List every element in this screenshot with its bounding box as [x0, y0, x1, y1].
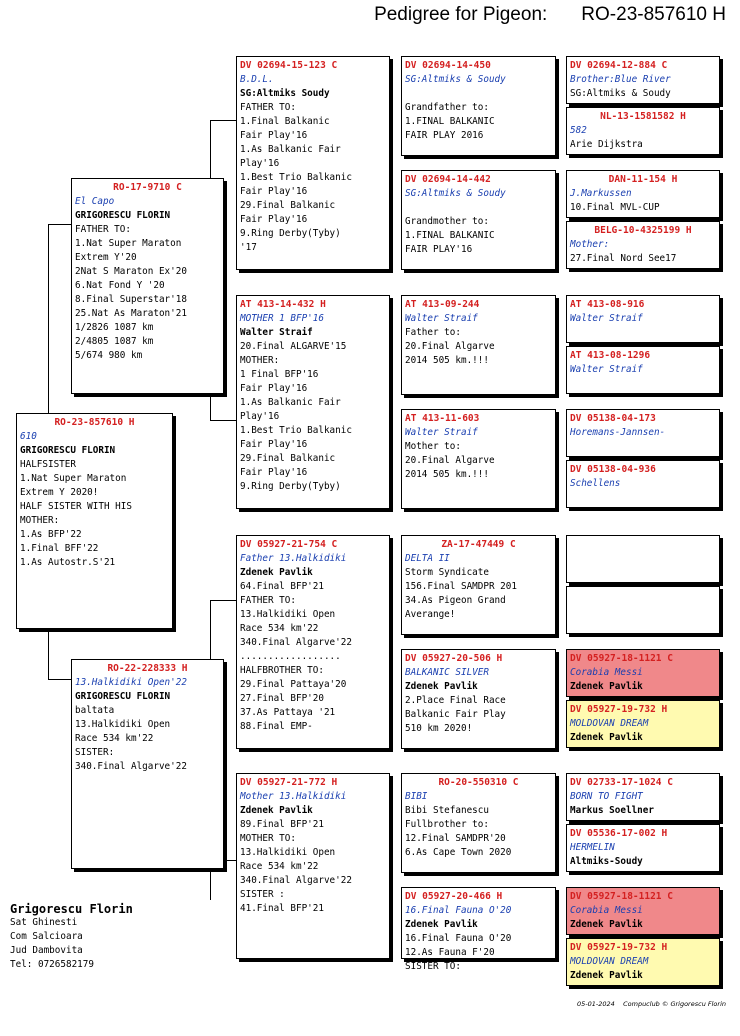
- pigeon-card-g3[interactable]: [401, 170, 556, 270]
- breeder-name: Grigorescu Florin: [10, 902, 133, 916]
- card-line: Com Salcioara: [10, 931, 83, 942]
- ring-number: DAN-11-154 H: [608, 174, 678, 185]
- card-line: FAIR PLAY'16: [405, 244, 473, 255]
- card-line: FATHER TO:: [75, 224, 131, 235]
- card-line: 29.Final Balkanic: [240, 200, 336, 211]
- pigeon-name: El Capo: [75, 196, 115, 207]
- card-line: 6.As Cape Town 2020: [405, 847, 512, 858]
- card-line: 1.As Balkanic Fair: [240, 144, 341, 155]
- ring-number: AT 413-08-1296: [570, 350, 651, 361]
- ring-number: AT 413-08-916: [570, 299, 645, 310]
- pigeon-name: MOTHER 1 BFP'16: [240, 313, 324, 324]
- owner: Zdenek Pavlik: [570, 681, 643, 692]
- ring-number: DV 02694-14-450: [405, 60, 491, 71]
- card-line: Race 534 km'22: [240, 861, 319, 872]
- pigeon-card-g4[interactable]: [566, 586, 720, 634]
- card-line: FATHER TO:: [240, 102, 296, 113]
- owner: SG:Altmiks Soudy: [240, 88, 330, 99]
- card-line: Extrem Y'20: [75, 252, 137, 263]
- pigeon-name: Mother 13.Halkidiki: [240, 791, 347, 802]
- footer-date: 05-01-2024: [577, 1000, 615, 1008]
- ring-number: AT 413-11-603: [405, 413, 480, 424]
- owner: GRIGORESCU FLORIN: [75, 691, 171, 702]
- card-line: Fair Play'16: [240, 439, 308, 450]
- card-line: 340.Final Algarve'22: [240, 875, 352, 886]
- card-lines: [240, 101, 386, 255]
- card-line: Arie Dijkstra: [570, 139, 643, 150]
- ring-number: DV 05138-04-173: [570, 413, 656, 424]
- card-line: 1.Best Trio Balkanic: [240, 425, 352, 436]
- connector: [48, 224, 49, 414]
- pigeon-name: Horemans-Jannsen-: [570, 427, 666, 438]
- footer-credit: Compuclub © Grigorescu Florin: [623, 1000, 726, 1008]
- card-lines: [240, 340, 386, 494]
- pigeon-name: BORN TO FIGHT: [570, 791, 643, 802]
- card-line: Play'16: [240, 411, 280, 422]
- card-line: 1.FINAL BALKANIC: [405, 116, 495, 127]
- card-line: Race 534 km'22: [240, 623, 319, 634]
- pigeon-name: 610: [20, 431, 37, 442]
- card-line: 13.Halkidiki Open: [75, 719, 171, 730]
- ring-number: AT 413-09-244: [405, 299, 480, 310]
- card-line: 156.Final SAMDPR 201: [405, 581, 517, 592]
- card-line: 340.Final Algarve'22: [75, 761, 187, 772]
- ring-number: DV 02733-17-1024 C: [570, 777, 673, 788]
- card-line: Fair Play'16: [240, 130, 308, 141]
- card-line: 12.As Fauna F'20: [405, 947, 495, 958]
- card-line: 1.As Autostr.S'21: [20, 557, 116, 568]
- pigeon-card-g3[interactable]: [401, 649, 556, 749]
- card-line: 9.Ring Derby(Tyby): [240, 228, 341, 239]
- card-line: HALFBROTHER TO:: [240, 665, 324, 676]
- pigeon-name: Walter Straif: [570, 364, 643, 375]
- pigeon-name: MOLDOVAN DREAM: [570, 956, 649, 967]
- card-line: 2014 505 km.!!!: [405, 469, 489, 480]
- ring-number: DV 05927-21-772 H: [240, 777, 338, 788]
- pigeon-name: DELTA II: [405, 553, 450, 564]
- breeder-info: [10, 902, 133, 972]
- owner: Zdenek Pavlik: [405, 681, 478, 692]
- pigeon-name: Father 13.Halkidiki: [240, 553, 347, 564]
- pigeon-card-g4[interactable]: [566, 773, 720, 821]
- card-line: Fair Play'16: [240, 467, 308, 478]
- title-label: Pedigree for Pigeon:: [374, 4, 548, 25]
- card-line: 1.As BFP'22: [20, 529, 82, 540]
- card-line: FAIR PLAY 2016: [405, 130, 484, 141]
- ring-number: RO-20-550310 C: [438, 777, 519, 788]
- card-line: Balkanic Fair Play: [405, 709, 506, 720]
- pigeon-card-g4[interactable]: [566, 409, 720, 457]
- card-line: 1.Nat Super Maraton: [20, 473, 127, 484]
- card-line: 13.Halkidiki Open: [240, 609, 336, 620]
- card-line: Averange!: [405, 609, 456, 620]
- pigeon-card-g4[interactable]: [566, 700, 720, 748]
- card-line: HALF SISTER WITH HIS: [20, 501, 132, 512]
- owner: GRIGORESCU FLORIN: [75, 210, 171, 221]
- card-line: ..................: [240, 651, 341, 662]
- card-line: 27.Final BFP'20: [240, 693, 324, 704]
- pigeon-name: Mother:: [570, 239, 610, 250]
- card-line: 2/4805 1087 km: [75, 336, 154, 347]
- owner: Zdenek Pavlik: [570, 970, 643, 981]
- card-line: 8.Final Superstar'18: [75, 294, 187, 305]
- card-line: 1 Final BFP'16: [240, 369, 319, 380]
- card-lines: [75, 704, 220, 774]
- card-line: 13.Halkidiki Open: [240, 847, 336, 858]
- card-line: Jud Dambovita: [10, 945, 83, 956]
- pigeon-card-g4[interactable]: [566, 56, 720, 104]
- card-line: 29.Final Pattaya'20: [240, 679, 347, 690]
- pigeon-name: BALKANIC SILVER: [405, 667, 489, 678]
- pigeon-card-g4[interactable]: [566, 295, 720, 343]
- card-line: 34.As Pigeon Grand: [405, 595, 506, 606]
- pigeon-card-mm[interactable]: [236, 773, 390, 959]
- ring-number: DV 02694-15-123 C: [240, 60, 338, 71]
- ring-number: DV 05927-20-506 H: [405, 653, 503, 664]
- card-line: 27.Final Nord See17: [570, 253, 677, 264]
- ring-number: DV 05927-18-1121 C: [570, 653, 673, 664]
- owner: Zdenek Pavlik: [405, 919, 478, 930]
- pigeon-card-g4[interactable]: [566, 887, 720, 935]
- pigeon-name: Corabia Messi: [570, 667, 643, 678]
- card-line: Fullbrother to:: [405, 819, 489, 830]
- card-line: MOTHER TO:: [240, 833, 296, 844]
- owner: Walter Straif: [240, 327, 313, 338]
- card-line: 88.Final EMP-: [240, 721, 313, 732]
- connector: [210, 120, 236, 121]
- card-line: 9.Ring Derby(Tyby): [240, 481, 341, 492]
- card-line: 10.Final MVL-CUP: [570, 202, 660, 213]
- card-line: 1.Best Trio Balkanic: [240, 172, 352, 183]
- card-line: SG:Altmiks & Soudy: [570, 88, 671, 99]
- card-lines: [240, 580, 386, 734]
- card-line: 6.Nat Fond Y '20: [75, 280, 165, 291]
- pigeon-card-g4[interactable]: [566, 535, 720, 583]
- card-line: Fair Play'16: [240, 186, 308, 197]
- ring-number: RO-22-228333 H: [107, 663, 188, 674]
- owner: Zdenek Pavlik: [570, 919, 643, 930]
- card-line: FATHER TO:: [240, 595, 296, 606]
- pigeon-name: B.D.L.: [240, 74, 274, 85]
- card-line: Race 534 km'22: [75, 733, 154, 744]
- ring-number: DV 02694-12-884 C: [570, 60, 668, 71]
- pigeon-card-g3[interactable]: [401, 773, 556, 873]
- card-line: 1.Final Balkanic: [240, 116, 330, 127]
- pigeon-name: 13.Halkidiki Open'22: [75, 677, 187, 688]
- pigeon-name: J.Markussen: [570, 188, 632, 199]
- ring-number: DV 05138-04-936: [570, 464, 656, 475]
- card-line: Grandfather to:: [405, 102, 489, 113]
- ring-number: DV 05927-19-732 H: [570, 704, 668, 715]
- pigeon-card-g3[interactable]: [401, 56, 556, 156]
- pigeon-card-father[interactable]: [71, 178, 224, 394]
- card-line: 41.Final BFP'21: [240, 903, 324, 914]
- card-line: Sat Ghinesti: [10, 917, 78, 928]
- card-line: 20.Final Algarve: [405, 455, 495, 466]
- card-line: SISTER :: [240, 889, 285, 900]
- pigeon-card-g3[interactable]: [401, 409, 556, 509]
- card-line: 5/674 980 km: [75, 350, 143, 361]
- pigeon-name: Schellens: [570, 478, 621, 489]
- connector: [48, 679, 71, 680]
- pigeon-card-g4[interactable]: [566, 824, 720, 872]
- card-line: 12.Final SAMDPR'20: [405, 833, 506, 844]
- card-line: 64.Final BFP'21: [240, 581, 324, 592]
- connector: [48, 628, 49, 680]
- ring-number: DV 05536-17-002 H: [570, 828, 668, 839]
- pigeon-card-g4[interactable]: [566, 107, 720, 155]
- card-line: 20.Final Algarve: [405, 341, 495, 352]
- pigeon-name: HERMELIN: [570, 842, 615, 853]
- card-line: [405, 87, 552, 101]
- pigeon-name: Walter Straif: [405, 427, 478, 438]
- ring-number: NL-13-1581582 H: [600, 111, 686, 122]
- card-line: Storm Syndicate: [405, 567, 489, 578]
- pigeon-name: MOLDOVAN DREAM: [570, 718, 649, 729]
- card-line: 1/2826 1087 km: [75, 322, 154, 333]
- pigeon-card-mother[interactable]: [71, 659, 224, 869]
- card-line: [405, 201, 552, 215]
- ring-number: BELG-10-4325199 H: [594, 225, 692, 236]
- card-line: Mother to:: [405, 441, 461, 452]
- card-line: '17: [240, 242, 257, 253]
- footer: [577, 1000, 726, 1008]
- owner: Altmiks-Soudy: [570, 856, 643, 867]
- card-line: 25.Nat As Maraton'21: [75, 308, 187, 319]
- card-line: Extrem Y 2020!: [20, 487, 99, 498]
- card-line: 1.Nat Super Maraton: [75, 238, 182, 249]
- card-line: Tel: 0726582179: [10, 959, 94, 970]
- breeder-address: [10, 916, 133, 972]
- owner: Zdenek Pavlik: [240, 805, 313, 816]
- ring-number: DV 05927-19-732 H: [570, 942, 668, 953]
- connector: [210, 600, 236, 601]
- card-line: 89.Final BFP'21: [240, 819, 324, 830]
- card-line: SISTER TO:: [405, 961, 461, 972]
- card-line: HALFSISTER: [20, 459, 76, 470]
- owner: Zdenek Pavlik: [240, 567, 313, 578]
- card-line: 1.Final BFF'22: [20, 543, 99, 554]
- card-line: MOTHER:: [240, 355, 280, 366]
- owner: GRIGORESCU FLORIN: [20, 445, 116, 456]
- card-line: 1.As Balkanic Fair: [240, 397, 341, 408]
- pigeon-card-ff[interactable]: [236, 56, 390, 270]
- owner: Zdenek Pavlik: [570, 732, 643, 743]
- pigeon-card-mf[interactable]: [236, 535, 390, 749]
- pigeon-card-g4[interactable]: [566, 938, 720, 986]
- pigeon-name: SG:Altmiks & Soudy: [405, 188, 506, 199]
- pigeon-name: 582: [570, 125, 587, 136]
- ring-number: DV 05927-21-754 C: [240, 539, 338, 550]
- pigeon-name: BIBI: [405, 791, 428, 802]
- card-line: 510 km 2020!: [405, 723, 473, 734]
- card-lines: [20, 458, 169, 570]
- pigeon-name: Corabia Messi: [570, 905, 643, 916]
- card-line: Bibi Stefanescu: [405, 805, 489, 816]
- pigeon-name: 16.Final Fauna O'20: [405, 905, 512, 916]
- ring-number: DV 02694-14-442: [405, 174, 491, 185]
- pigeon-card-g4[interactable]: [566, 221, 720, 269]
- pigeon-card-g4[interactable]: [566, 460, 720, 508]
- owner: Markus Soellner: [570, 805, 654, 816]
- pigeon-name: SG:Altmiks & Soudy: [405, 74, 506, 85]
- pigeon-card-g3[interactable]: [401, 295, 556, 395]
- pigeon-card-main[interactable]: [16, 413, 173, 629]
- card-line: Father to:: [405, 327, 461, 338]
- card-line: 2014 505 km.!!!: [405, 355, 489, 366]
- pigeon-card-g4[interactable]: [566, 170, 720, 218]
- pigeon-card-g3[interactable]: [401, 535, 556, 635]
- title-ring: RO-23-857610 H: [581, 4, 726, 25]
- card-line: 16.Final Fauna O'20: [405, 933, 512, 944]
- card-line: Fair Play'16: [240, 214, 308, 225]
- ring-number: ZA-17-47449 C: [441, 539, 516, 550]
- card-line: 1.FINAL BALKANIC: [405, 230, 495, 241]
- card-line: SISTER:: [75, 747, 115, 758]
- ring-number: DV 05927-20-466 H: [405, 891, 503, 902]
- card-line: 29.Final Balkanic: [240, 453, 336, 464]
- card-line: baltata: [75, 705, 115, 716]
- pigeon-card-g4[interactable]: [566, 649, 720, 697]
- pigeon-card-fm[interactable]: [236, 295, 390, 509]
- ring-number: DV 05927-18-1121 C: [570, 891, 673, 902]
- card-line: Fair Play'16: [240, 383, 308, 394]
- pigeon-name: Walter Straif: [570, 313, 643, 324]
- ring-number: RO-17-9710 C: [113, 182, 182, 193]
- card-line: 340.Final Algarve'22: [240, 637, 352, 648]
- card-line: Play'16: [240, 158, 280, 169]
- card-lines: [75, 223, 220, 363]
- card-line: MOTHER:: [20, 515, 60, 526]
- ring-number: AT 413-14-432 H: [240, 299, 326, 310]
- connector: [210, 420, 236, 421]
- card-lines: [240, 818, 386, 916]
- pigeon-card-g4[interactable]: [566, 346, 720, 394]
- ring-number: RO-23-857610 H: [54, 417, 135, 428]
- card-line: 37.As Pattaya '21: [240, 707, 336, 718]
- pigeon-name: Walter Straif: [405, 313, 478, 324]
- card-line: 20.Final ALGARVE'15: [240, 341, 347, 352]
- card-line: 2.Place Final Race: [405, 695, 506, 706]
- pigeon-card-g3[interactable]: [401, 887, 556, 972]
- connector: [48, 224, 71, 225]
- pigeon-name: Brother:Blue River: [570, 74, 671, 85]
- card-line: 2Nat S Maraton Ex'20: [75, 266, 187, 277]
- card-line: Grandmother to:: [405, 216, 489, 227]
- page-title: [374, 4, 726, 26]
